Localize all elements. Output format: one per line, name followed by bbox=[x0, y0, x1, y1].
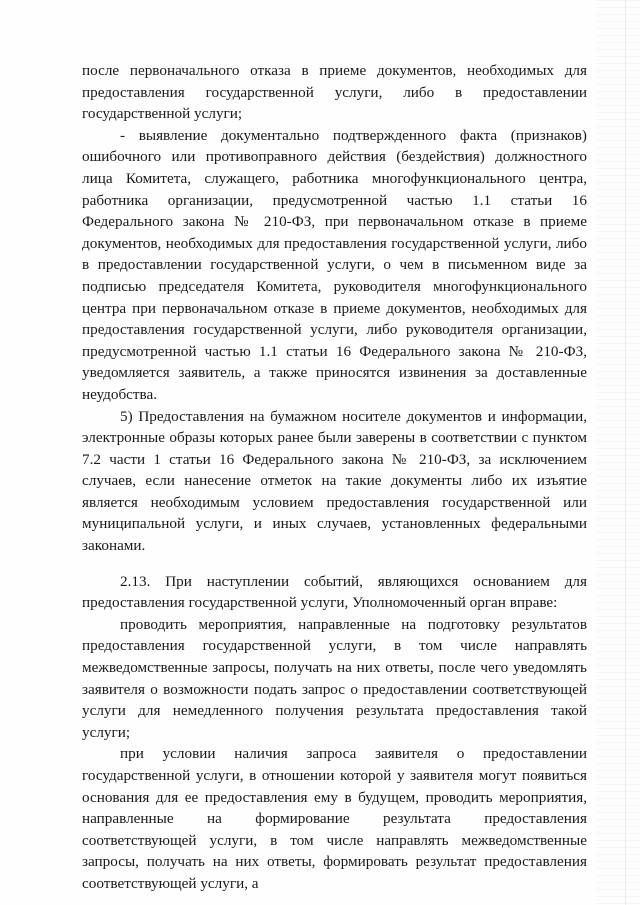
scan-line-artifact bbox=[625, 0, 626, 905]
paragraph-future-service: при условии наличия запроса заявителя о предоставлении государственной услуги, в отношении которой у заявителя могут появиться основания для ее предоставления ему в будущем, проводить мероприятия, направленные на формирование результата предоставления соответствующей услуги, в том числе направлять межведомственные запросы, получать на них ответы, формировать результат предоставления соответствующей услуги, а bbox=[82, 745, 587, 892]
paragraph-fact-detection: - выявление документально подтвержденного факта (признаков) ошибочного или противоправного действия (бездействия) должностного лица Комитета, служащего, работника многофункционального центра, работника организации, предусмотренной частью 1.1 статьи 16 Федерального закона № 210-ФЗ, при первоначальном отказе в приеме документов, необходимых для предоставления государственной услуги, либо в предоставлении государственной услуги, о чем в письменном виде за подписью председателя Комитета, руководителя многофункционального центра при первоначальном отказе в приеме документов, необходимых для предоставления государственной услуги, либо руководителя организации, предусмотренной частью 1.1 статьи 16 Федерального закона № 210-ФЗ, уведомляется заявитель, а также приносятся извинения за доставленные неудобства. bbox=[82, 126, 587, 403]
paragraph-section-2-13: 2.13. При наступлении событий, являющихся основанием для предоставления государственной услуги, Уполномоченный орган вправе: bbox=[82, 572, 587, 612]
paragraph-item-5: 5) Предоставления на бумажном носителе документов и информации, электронные образы которых ранее были заверены в соответствии с пунктом 7.2 части 1 статьи 16 Федерального закона № 210-ФЗ, за исключением случаев, если нанесение отметок на такие документы либо их изъятие является необходимым условием предоставления государственной или муниципальной услуги, и иных случаев, установленных федеральными законами. bbox=[82, 407, 587, 555]
paragraph-continuation: после первоначального отказа в приеме документов, необходимых для предоставления государственной услуги, либо в предоставлении государственной услуги; bbox=[82, 62, 587, 123]
scan-edge-artifact bbox=[596, 0, 640, 905]
paragraph-preparatory-measures: проводить мероприятия, направленные на подготовку результатов предоставления государственной услуги, в том числе направлять межведомственные запросы, получать на них ответы, после чего уведомлять заявителя о возможности подать запрос о предоставлении соответствующей услуги для немедленного получения результата предоставления такой услуги; bbox=[82, 615, 587, 741]
document-body bbox=[82, 60, 587, 895]
